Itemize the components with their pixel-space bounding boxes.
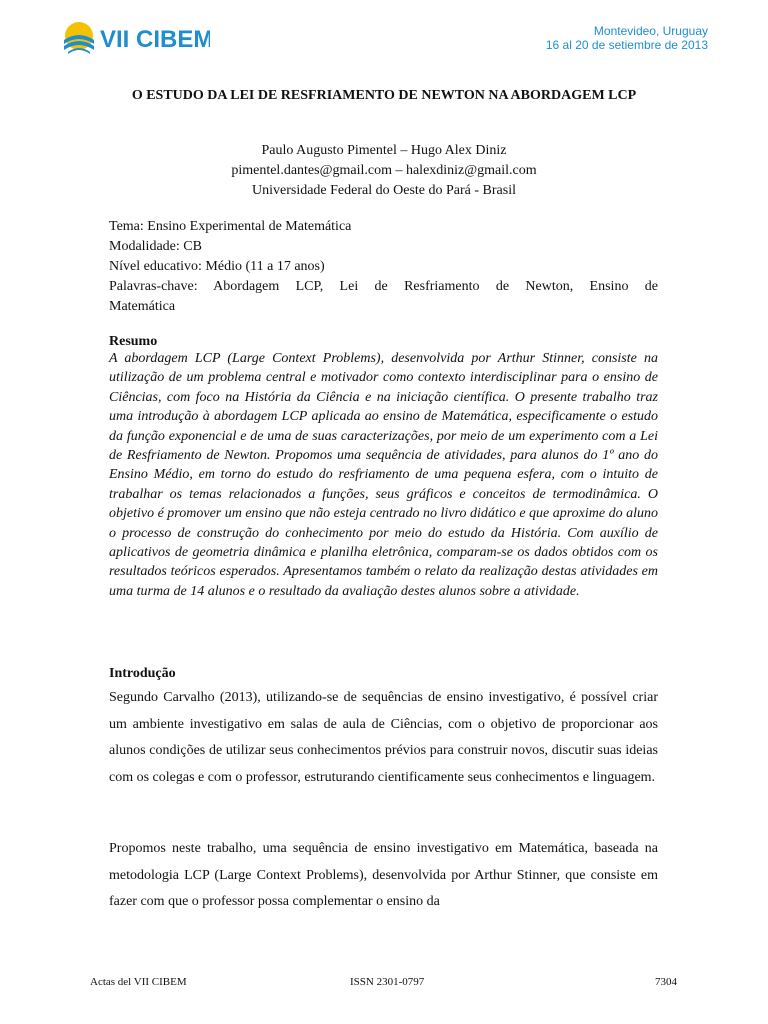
conference-city: Montevideo, Uruguay: [593, 24, 708, 38]
author-names: Paulo Augusto Pimentel – Hugo Alex Diniz: [261, 143, 507, 158]
meta-nivel: Nível educativo: Médio (11 a 17 anos): [109, 259, 325, 274]
author-affiliation: Universidade Federal do Oeste do Pará - Brasil: [252, 183, 516, 198]
conference-info: [546, 24, 708, 52]
meta-keywords-line2: Matemática: [109, 299, 176, 314]
introduction-paragraph-2: Propomos neste trabalho, uma sequência de ensino investigativo em Matemática, baseada na metodologia LCP (Large Context Problems), desenvolvida por Arthur Stinner, que consiste em fazer com que o professor possa complementar o ensino da: [109, 841, 658, 909]
footer-proceedings: Actas del VII CIBEM: [90, 976, 187, 988]
introduction-paragraph-1: Segundo Carvalho (2013), utilizando-se de sequências de ensino investigativo, é possível criar um ambiente investigativo em salas de aula de Ciências, com o objetivo de proporcionar aos alunos condições de utilizar seus conhecimentos prévios para construir novos, discutir suas ideias com os colegas e com o professor, estruturando cientificamente seus conhecimentos e linguagem.: [109, 690, 658, 785]
cibem-logo-icon: [60, 18, 210, 58]
logo-text: VII CIBEM: [100, 26, 210, 53]
page-number: 7304: [655, 976, 677, 988]
author-emails: pimentel.dantes@gmail.com – halexdiniz@gmail.com: [231, 163, 537, 178]
footer-issn: ISSN 2301-0797: [350, 976, 425, 988]
meta-keywords-line1: Palavras-chave: Abordagem LCP, Lei de Resfriamento de Newton, Ensino de: [109, 279, 658, 294]
meta-modalidade: Modalidade: CB: [109, 239, 202, 254]
meta-tema: Tema: Ensino Experimental de Matemática: [109, 219, 352, 234]
conference-logo: [60, 18, 210, 58]
abstract-heading: Resumo: [109, 334, 158, 349]
paper-title: O ESTUDO DA LEI DE RESFRIAMENTO DE NEWTON NA ABORDAGEM LCP: [131, 88, 637, 103]
abstract-text: A abordagem LCP (Large Context Problems), desenvolvida por Arthur Stinner, consiste na utilização de um problema central e motivador como contexto interdisciplinar para o ensino de Ciências, com foco na História da Ciência e na iniciação científica. O presente trabalho traz uma introdução à abordagem LCP aplicada ao ensino de Matemática, especificamente o estudo da função exponencial e de uma de suas caracterizações, por meio de um experimento com a Lei de Resfriamento de Newton. Propomos uma sequência de atividades, para alunos do 1º ano do Ensino Médio, em torno do estudo do resfriamento de uma pequena esfera, com o intuito de trabalhar os temas relacionados a funções, seus gráficos e conceitos de termodinâmica. O objetivo é promover um ensino que não esteja centrado no livro didático e que aproxime do aluno o processo de construção do conhecimento por meio do estudo da História. Com auxílio de aplicativos de geometria dinâmica e planilha eletrônica, comparam-se os dados obtidos com os resultados teóricos esperados. Apresentamos também o relato da realização destas atividades em uma turma de 14 alunos e o resultado da avaliação destes alunos sobre a atividade.: [109, 351, 659, 599]
logo-wave-3: [68, 48, 90, 54]
conference-dates: 16 al 20 de setiembre de 2013: [545, 38, 708, 52]
introduction-heading: Introdução: [109, 666, 176, 681]
paper-metadata: [109, 217, 658, 317]
author-block: [110, 141, 658, 201]
